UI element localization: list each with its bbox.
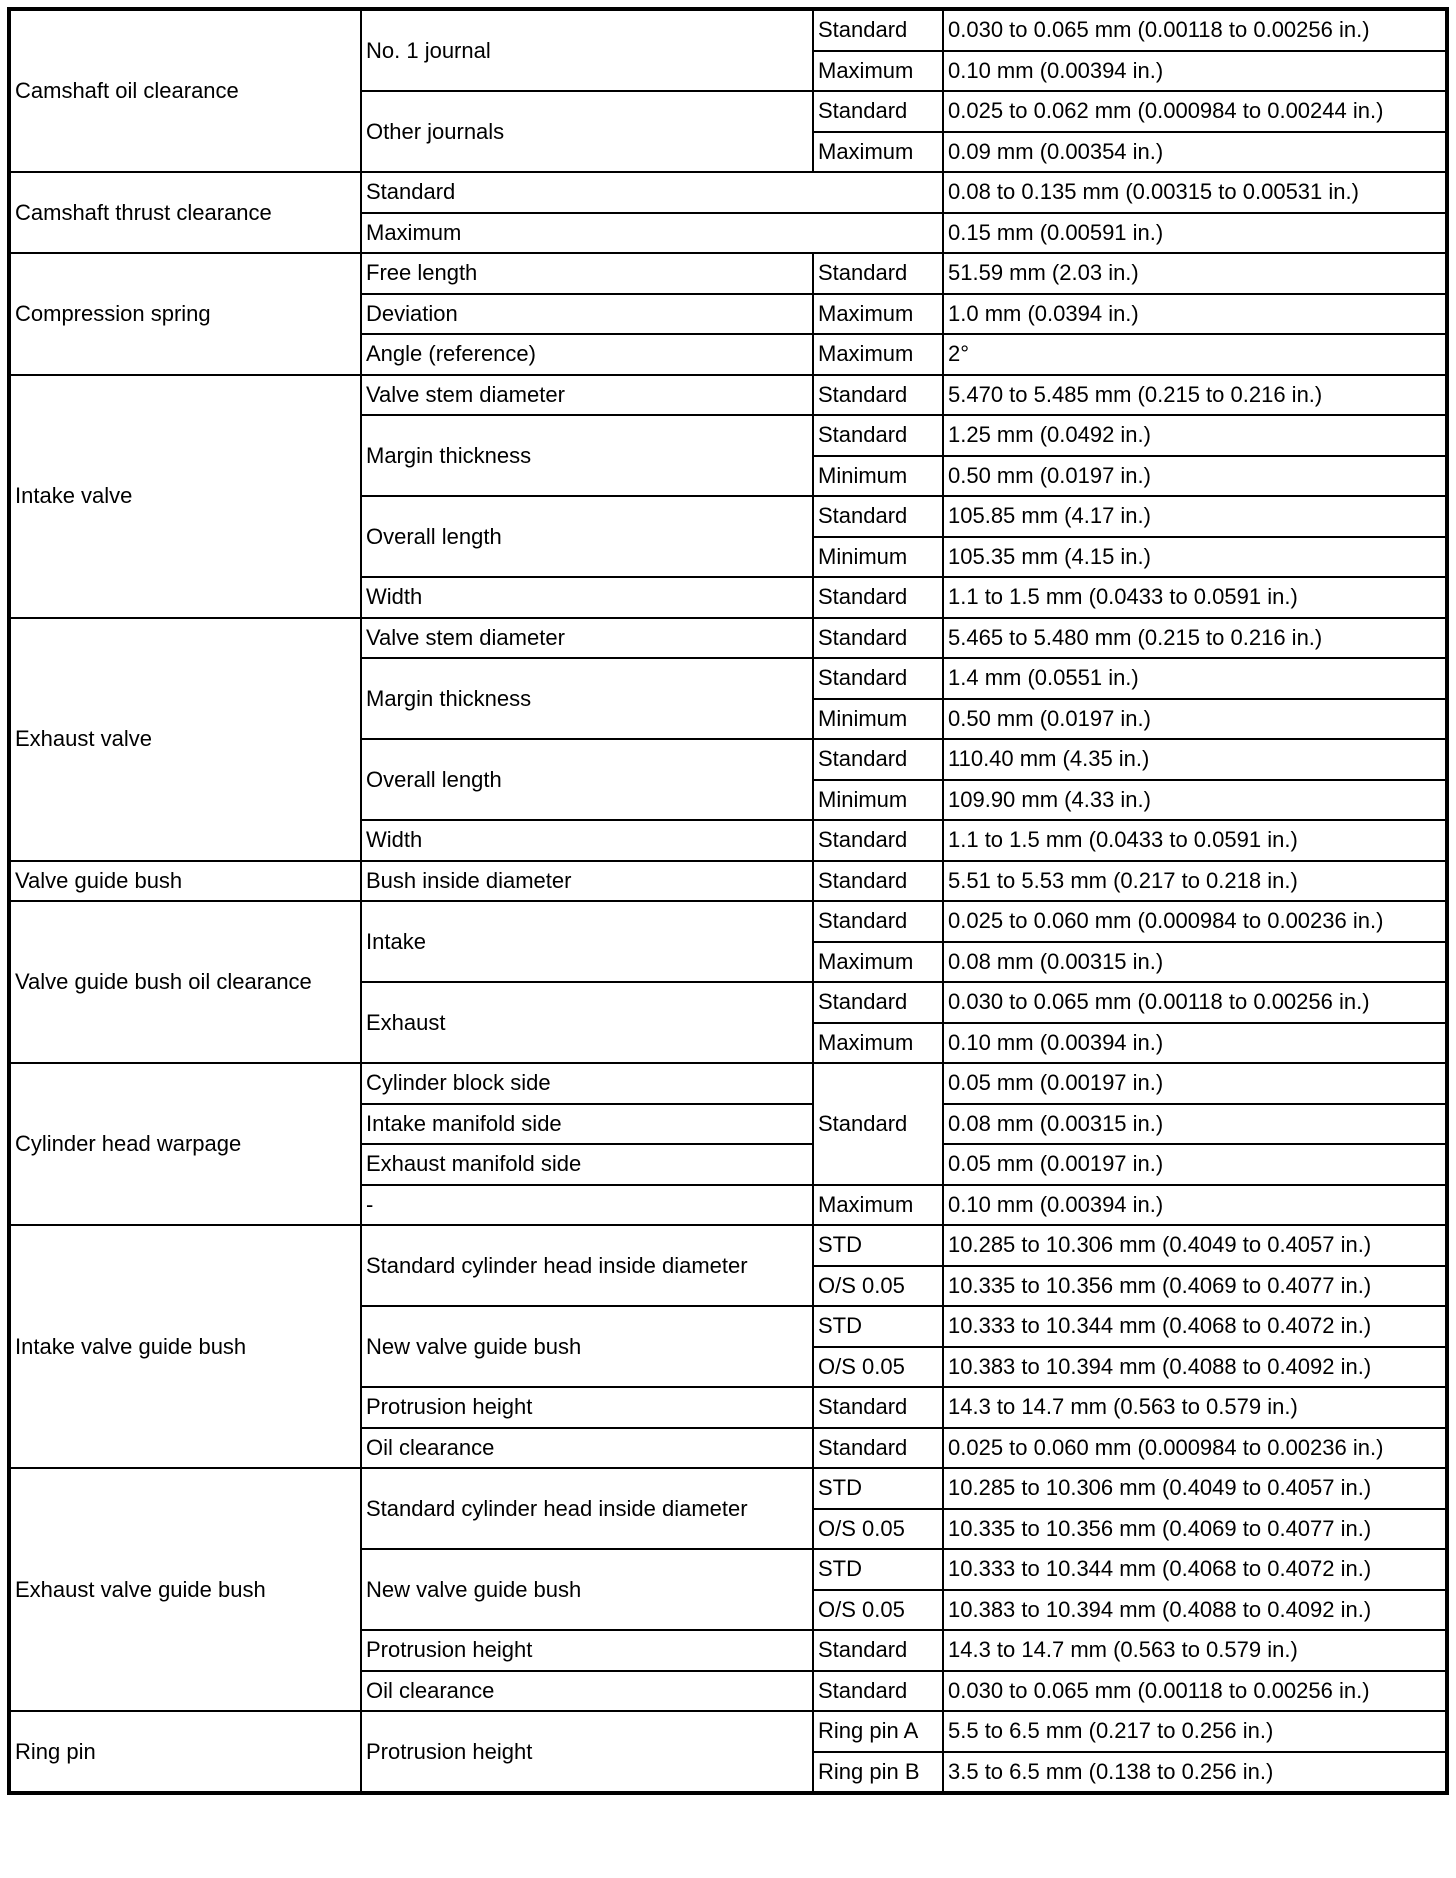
value-cell: 0.08 to 0.135 mm (0.00315 to 0.00531 in.) [943, 172, 1447, 213]
item-cell: Intake manifold side [361, 1104, 813, 1145]
value-cell: 51.59 mm (2.03 in.) [943, 253, 1447, 294]
item-cell: Overall length [361, 739, 813, 820]
condition-cell: Maximum [813, 294, 943, 335]
item-cell: Angle (reference) [361, 334, 813, 375]
value-cell: 1.1 to 1.5 mm (0.0433 to 0.0591 in.) [943, 577, 1447, 618]
condition-cell: Ring pin B [813, 1752, 943, 1794]
value-cell: 0.08 mm (0.00315 in.) [943, 1104, 1447, 1145]
table-row [9, 253, 1447, 294]
value-cell: 0.025 to 0.060 mm (0.000984 to 0.00236 in.) [943, 901, 1447, 942]
condition-cell: Standard [813, 820, 943, 861]
value-cell: 0.025 to 0.060 mm (0.000984 to 0.00236 in.) [943, 1428, 1447, 1469]
value-cell: 10.383 to 10.394 mm (0.4088 to 0.4092 in.) [943, 1347, 1447, 1388]
item-cell: New valve guide bush [361, 1306, 813, 1387]
item-cell: Free length [361, 253, 813, 294]
item-cell: Width [361, 820, 813, 861]
value-cell: 0.05 mm (0.00197 in.) [943, 1144, 1447, 1185]
condition-cell: Standard [813, 253, 943, 294]
value-cell: 5.470 to 5.485 mm (0.215 to 0.216 in.) [943, 375, 1447, 416]
component-cell: Valve guide bush oil clearance [9, 901, 361, 1063]
condition-cell: O/S 0.05 [813, 1347, 943, 1388]
item-cell: Protrusion height [361, 1387, 813, 1428]
item-cell: Cylinder block side [361, 1063, 813, 1104]
item-cell: Oil clearance [361, 1428, 813, 1469]
item-cell: Maximum [361, 213, 943, 254]
condition-cell: Standard [813, 739, 943, 780]
table-row [9, 618, 1447, 659]
value-cell: 10.333 to 10.344 mm (0.4068 to 0.4072 in.) [943, 1549, 1447, 1590]
item-cell: Valve stem diameter [361, 375, 813, 416]
condition-cell: Standard [813, 415, 943, 456]
value-cell: 0.030 to 0.065 mm (0.00118 to 0.00256 in.) [943, 9, 1447, 51]
condition-cell: Minimum [813, 456, 943, 497]
component-cell: Ring pin [9, 1711, 361, 1793]
condition-cell: Standard [813, 1671, 943, 1712]
item-cell: Deviation [361, 294, 813, 335]
value-cell: 0.15 mm (0.00591 in.) [943, 213, 1447, 254]
item-cell: Intake [361, 901, 813, 982]
value-cell: 5.465 to 5.480 mm (0.215 to 0.216 in.) [943, 618, 1447, 659]
item-cell: Width [361, 577, 813, 618]
condition-cell: Standard [813, 375, 943, 416]
value-cell: 1.0 mm (0.0394 in.) [943, 294, 1447, 335]
table-row [9, 172, 1447, 213]
item-cell: Oil clearance [361, 1671, 813, 1712]
condition-cell: O/S 0.05 [813, 1266, 943, 1307]
value-cell: 0.08 mm (0.00315 in.) [943, 942, 1447, 983]
item-cell: No. 1 journal [361, 9, 813, 91]
condition-cell: Standard [813, 91, 943, 132]
condition-cell: STD [813, 1468, 943, 1509]
condition-cell: Maximum [813, 942, 943, 983]
component-cell: Cylinder head warpage [9, 1063, 361, 1225]
condition-cell: Standard [813, 1428, 943, 1469]
value-cell: 2° [943, 334, 1447, 375]
item-cell: Standard [361, 172, 943, 213]
value-cell: 5.51 to 5.53 mm (0.217 to 0.218 in.) [943, 861, 1447, 902]
value-cell: 10.285 to 10.306 mm (0.4049 to 0.4057 in.) [943, 1225, 1447, 1266]
value-cell: 1.1 to 1.5 mm (0.0433 to 0.0591 in.) [943, 820, 1447, 861]
item-cell: Overall length [361, 496, 813, 577]
condition-cell: Standard [813, 901, 943, 942]
value-cell: 0.10 mm (0.00394 in.) [943, 51, 1447, 92]
condition-cell: Minimum [813, 699, 943, 740]
component-cell: Valve guide bush [9, 861, 361, 902]
component-cell: Camshaft thrust clearance [9, 172, 361, 253]
value-cell: 10.383 to 10.394 mm (0.4088 to 0.4092 in.) [943, 1590, 1447, 1631]
component-cell: Intake valve [9, 375, 361, 618]
table-row [9, 861, 1447, 902]
condition-cell: STD [813, 1549, 943, 1590]
condition-cell: Standard [813, 1063, 943, 1185]
table-row [9, 375, 1447, 416]
item-cell: New valve guide bush [361, 1549, 813, 1630]
table-row [9, 1711, 1447, 1752]
value-cell: 3.5 to 6.5 mm (0.138 to 0.256 in.) [943, 1752, 1447, 1794]
condition-cell: Standard [813, 496, 943, 537]
condition-cell: Standard [813, 658, 943, 699]
item-cell: - [361, 1185, 813, 1226]
component-cell: Intake valve guide bush [9, 1225, 361, 1468]
condition-cell: Minimum [813, 780, 943, 821]
value-cell: 0.10 mm (0.00394 in.) [943, 1023, 1447, 1064]
component-cell: Exhaust valve [9, 618, 361, 861]
table-row [9, 1063, 1447, 1104]
item-cell: Exhaust [361, 982, 813, 1063]
component-cell: Camshaft oil clearance [9, 9, 361, 172]
item-cell: Protrusion height [361, 1711, 813, 1793]
condition-cell: O/S 0.05 [813, 1509, 943, 1550]
value-cell: 105.35 mm (4.15 in.) [943, 537, 1447, 578]
value-cell: 5.5 to 6.5 mm (0.217 to 0.256 in.) [943, 1711, 1447, 1752]
condition-cell: Standard [813, 618, 943, 659]
condition-cell: Standard [813, 1387, 943, 1428]
value-cell: 110.40 mm (4.35 in.) [943, 739, 1447, 780]
value-cell: 0.10 mm (0.00394 in.) [943, 1185, 1447, 1226]
item-cell: Margin thickness [361, 658, 813, 739]
condition-cell: Standard [813, 1630, 943, 1671]
condition-cell: Standard [813, 9, 943, 51]
value-cell: 0.50 mm (0.0197 in.) [943, 699, 1447, 740]
value-cell: 1.4 mm (0.0551 in.) [943, 658, 1447, 699]
value-cell: 0.05 mm (0.00197 in.) [943, 1063, 1447, 1104]
item-cell: Standard cylinder head inside diameter [361, 1225, 813, 1306]
table-row [9, 1468, 1447, 1509]
item-cell: Bush inside diameter [361, 861, 813, 902]
condition-cell: O/S 0.05 [813, 1590, 943, 1631]
item-cell: Standard cylinder head inside diameter [361, 1468, 813, 1549]
spec-table [7, 7, 1449, 1795]
value-cell: 10.333 to 10.344 mm (0.4068 to 0.4072 in.) [943, 1306, 1447, 1347]
value-cell: 14.3 to 14.7 mm (0.563 to 0.579 in.) [943, 1630, 1447, 1671]
condition-cell: Maximum [813, 1023, 943, 1064]
item-cell: Exhaust manifold side [361, 1144, 813, 1185]
value-cell: 0.09 mm (0.00354 in.) [943, 132, 1447, 173]
item-cell: Margin thickness [361, 415, 813, 496]
item-cell: Valve stem diameter [361, 618, 813, 659]
condition-cell: Minimum [813, 537, 943, 578]
component-cell: Exhaust valve guide bush [9, 1468, 361, 1711]
value-cell: 14.3 to 14.7 mm (0.563 to 0.579 in.) [943, 1387, 1447, 1428]
condition-cell: Standard [813, 861, 943, 902]
condition-cell: STD [813, 1306, 943, 1347]
value-cell: 0.025 to 0.062 mm (0.000984 to 0.00244 in.) [943, 91, 1447, 132]
condition-cell: Maximum [813, 51, 943, 92]
condition-cell: Maximum [813, 1185, 943, 1226]
value-cell: 0.030 to 0.065 mm (0.00118 to 0.00256 in.) [943, 1671, 1447, 1712]
value-cell: 109.90 mm (4.33 in.) [943, 780, 1447, 821]
value-cell: 105.85 mm (4.17 in.) [943, 496, 1447, 537]
condition-cell: Maximum [813, 132, 943, 173]
component-cell: Compression spring [9, 253, 361, 375]
value-cell: 1.25 mm (0.0492 in.) [943, 415, 1447, 456]
condition-cell: Ring pin A [813, 1711, 943, 1752]
condition-cell: Standard [813, 982, 943, 1023]
item-cell: Protrusion height [361, 1630, 813, 1671]
value-cell: 10.285 to 10.306 mm (0.4049 to 0.4057 in.) [943, 1468, 1447, 1509]
item-cell: Other journals [361, 91, 813, 172]
table-row [9, 9, 1447, 51]
value-cell: 10.335 to 10.356 mm (0.4069 to 0.4077 in.) [943, 1266, 1447, 1307]
table-row [9, 1225, 1447, 1266]
condition-cell: Standard [813, 577, 943, 618]
value-cell: 0.50 mm (0.0197 in.) [943, 456, 1447, 497]
value-cell: 0.030 to 0.065 mm (0.00118 to 0.00256 in.) [943, 982, 1447, 1023]
value-cell: 10.335 to 10.356 mm (0.4069 to 0.4077 in.) [943, 1509, 1447, 1550]
table-row [9, 901, 1447, 942]
condition-cell: Maximum [813, 334, 943, 375]
condition-cell: STD [813, 1225, 943, 1266]
